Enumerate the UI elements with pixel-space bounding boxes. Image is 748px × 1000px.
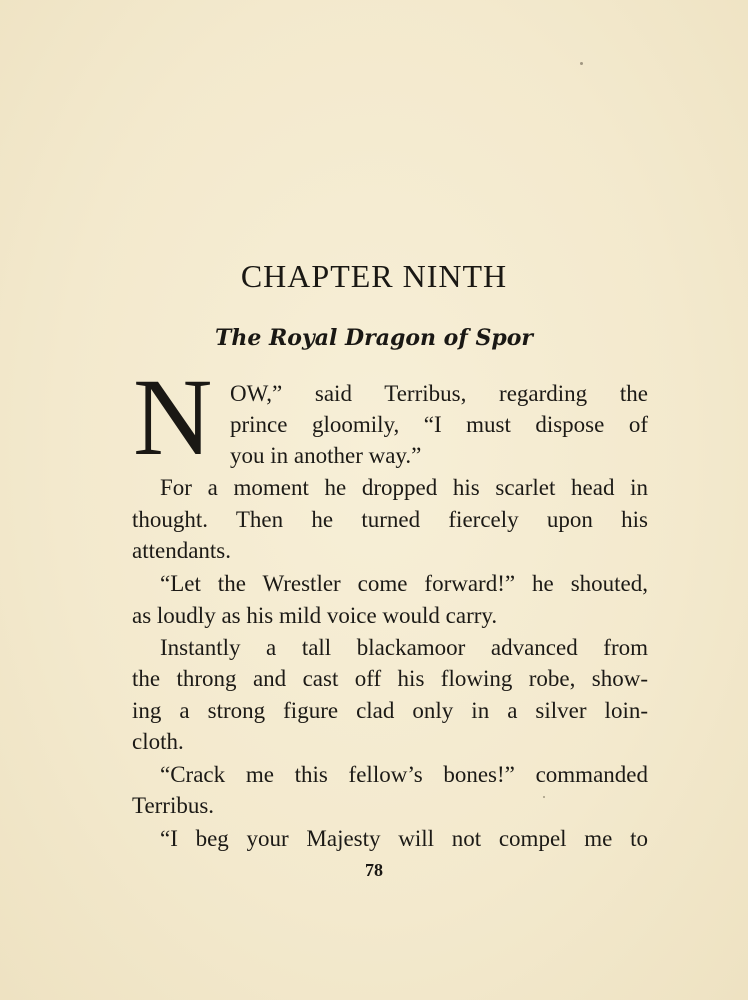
- text-line: ing a strong figure clad only in a silver loin-: [132, 698, 648, 723]
- text-line: “Crack me this fellow’s bones!” commanded: [160, 762, 648, 787]
- text-line: Instantly a tall blackamoor advanced from: [160, 635, 648, 660]
- text-line: cloth.: [132, 729, 184, 754]
- text-line: “Let the Wrestler come forward!” he shouted,: [160, 571, 648, 596]
- text-line: attendants.: [132, 538, 231, 563]
- text-line: prince gloomily, “I must dispose of: [230, 412, 648, 437]
- chapter-subtitle: The Royal Dragon of Spor: [214, 325, 533, 351]
- paper-speck: [580, 62, 583, 65]
- text-line: you in another way.”: [230, 443, 422, 468]
- paper-speck: [543, 796, 545, 798]
- chapter-title: CHAPTER NINTH: [240, 258, 508, 294]
- text-line: the throng and cast off his flowing robe, show-: [132, 666, 648, 691]
- page-number: 78: [365, 860, 383, 880]
- text-line: For a moment he dropped his scarlet head in: [160, 475, 648, 500]
- text-line: “I beg your Majesty will not compel me to: [160, 826, 648, 851]
- text-line: OW,” said Terribus, regarding the: [230, 381, 648, 406]
- text-line: thought. Then he turned fiercely upon his: [132, 507, 648, 532]
- text-line: as loudly as his mild voice would carry.: [132, 603, 498, 628]
- drop-cap: N: [133, 356, 213, 478]
- text-line: Terribus.: [132, 793, 215, 818]
